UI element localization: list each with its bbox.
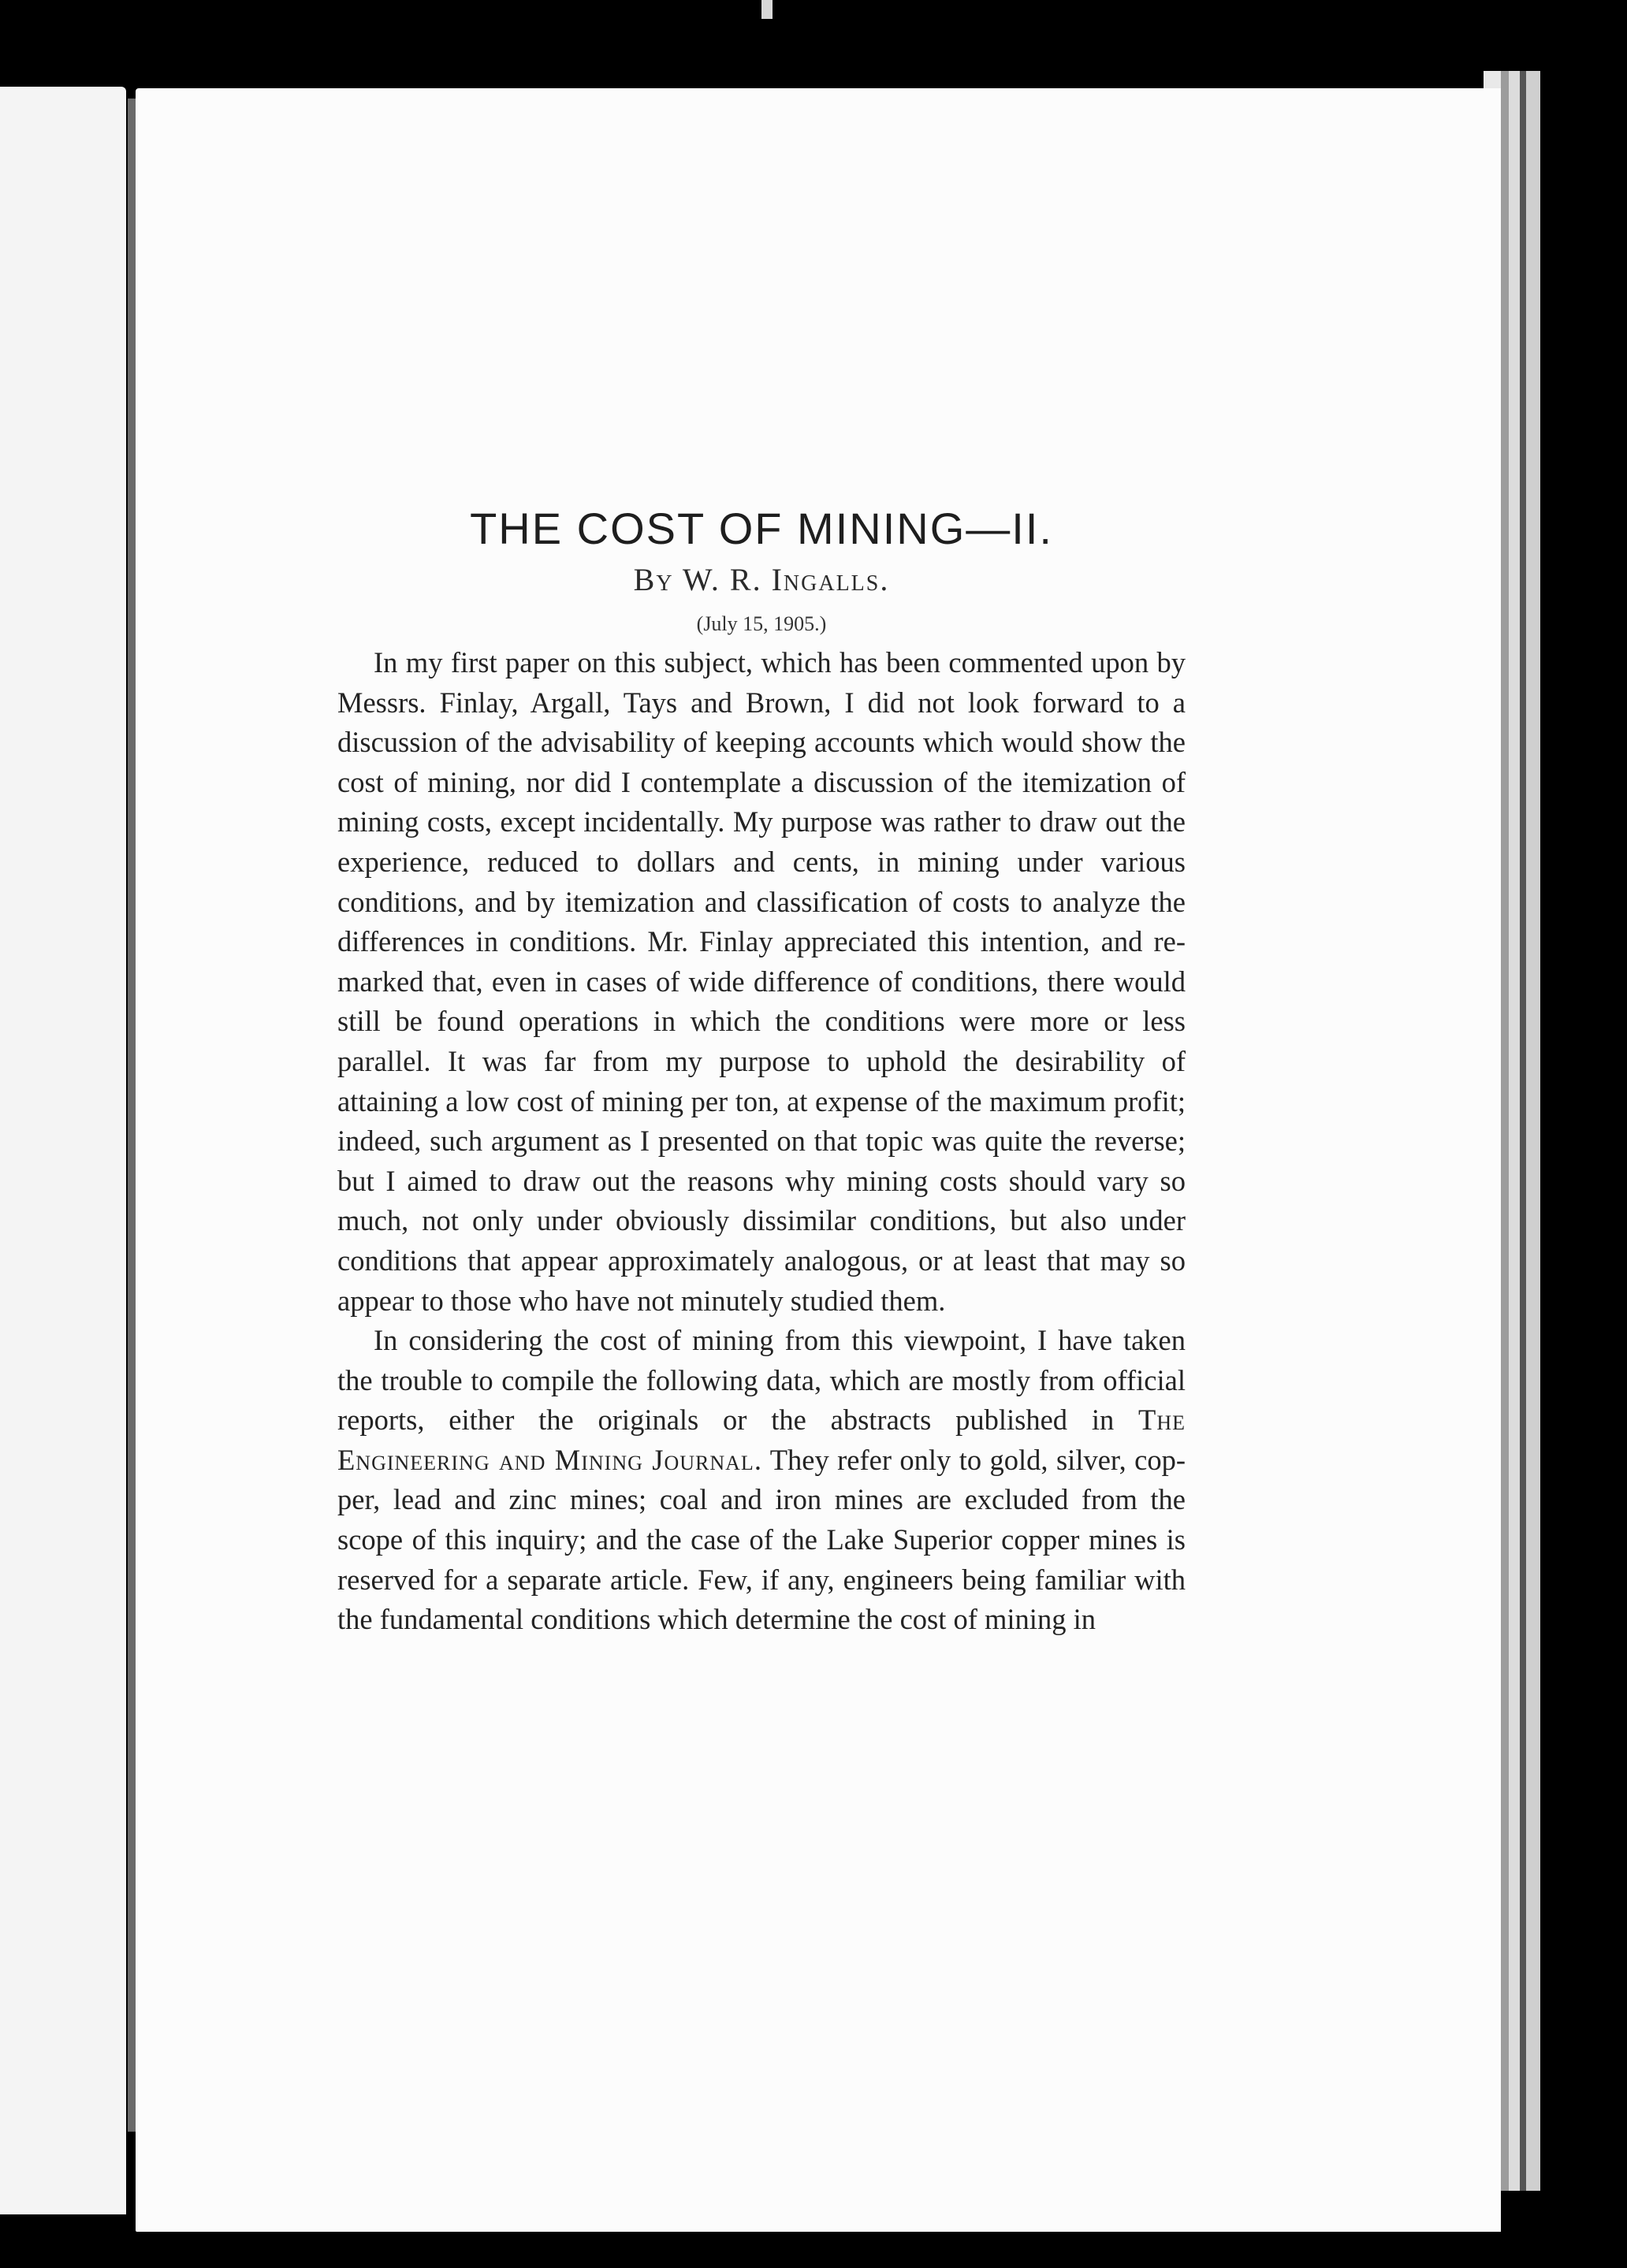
article-date: (July 15, 1905.)	[696, 612, 827, 635]
page-edge-stack	[1509, 71, 1520, 2191]
paragraph-2	[337, 1321, 1186, 1640]
paragraph-2-end: They refer only to gold, silver, copper, lead and zinc mines; coal and iron mines are excluded from the scope of this inquiry; and the case of the Lake Superior copper mines is reserved for a separate article. Few, if any, engineers being familiar with the fundamental conditions which determine the cost of mining in	[337, 1443, 1186, 1636]
article-byline: By W. R. Ingalls.	[633, 562, 890, 597]
page-edge-stack	[1501, 71, 1509, 2191]
paragraph-1: In my first paper on this subject, which has been commented upon by Messrs. Finlay, Argall, Tays and Brown, I did not look forward to a discussion of the advisability of keeping accounts which would show the cost of mining, nor did I contemplate a discussion of the itemization of mining costs, except incidentally. My purpose was rather to draw out the experience, reduced to dollars and cents, in mining under various conditions, and by itemization and classification of costs to analyze the differences in conditions. Mr. Finlay appreciated this intention, and remarked that, even in cases of wide difference of conditions, there would still be found operations in which the conditions were more or less parallel. It was far from my purpose to uphold the desirability of attaining a low cost of mining per ton, at expense of the maximum profit; indeed, such argument as I presented on that topic was quite the reverse; but I aimed to draw out the reasons why mining costs should vary so much, not only under obviously dissimilar conditions, but also under conditions that appear approximately analogous, or at least that may so appear to those who have not minutely studied them.	[337, 646, 1186, 1317]
paragraph-2-start: In considering the cost of mining from this viewpoint, I have taken the trouble to compile the following data, which are mostly from official reports, either the originals or the abstracts published in	[337, 1324, 1186, 1437]
scan-artifact	[761, 0, 773, 19]
journal-name: The Engineering and Mining Journal.	[337, 1404, 1186, 1476]
facing-page-edge	[0, 87, 126, 2214]
page-edge-stack	[1526, 71, 1540, 2191]
page-edge-stack	[1520, 71, 1526, 2191]
article	[337, 501, 1186, 1640]
article-title: THE COST OF MINING—II.	[470, 504, 1053, 553]
